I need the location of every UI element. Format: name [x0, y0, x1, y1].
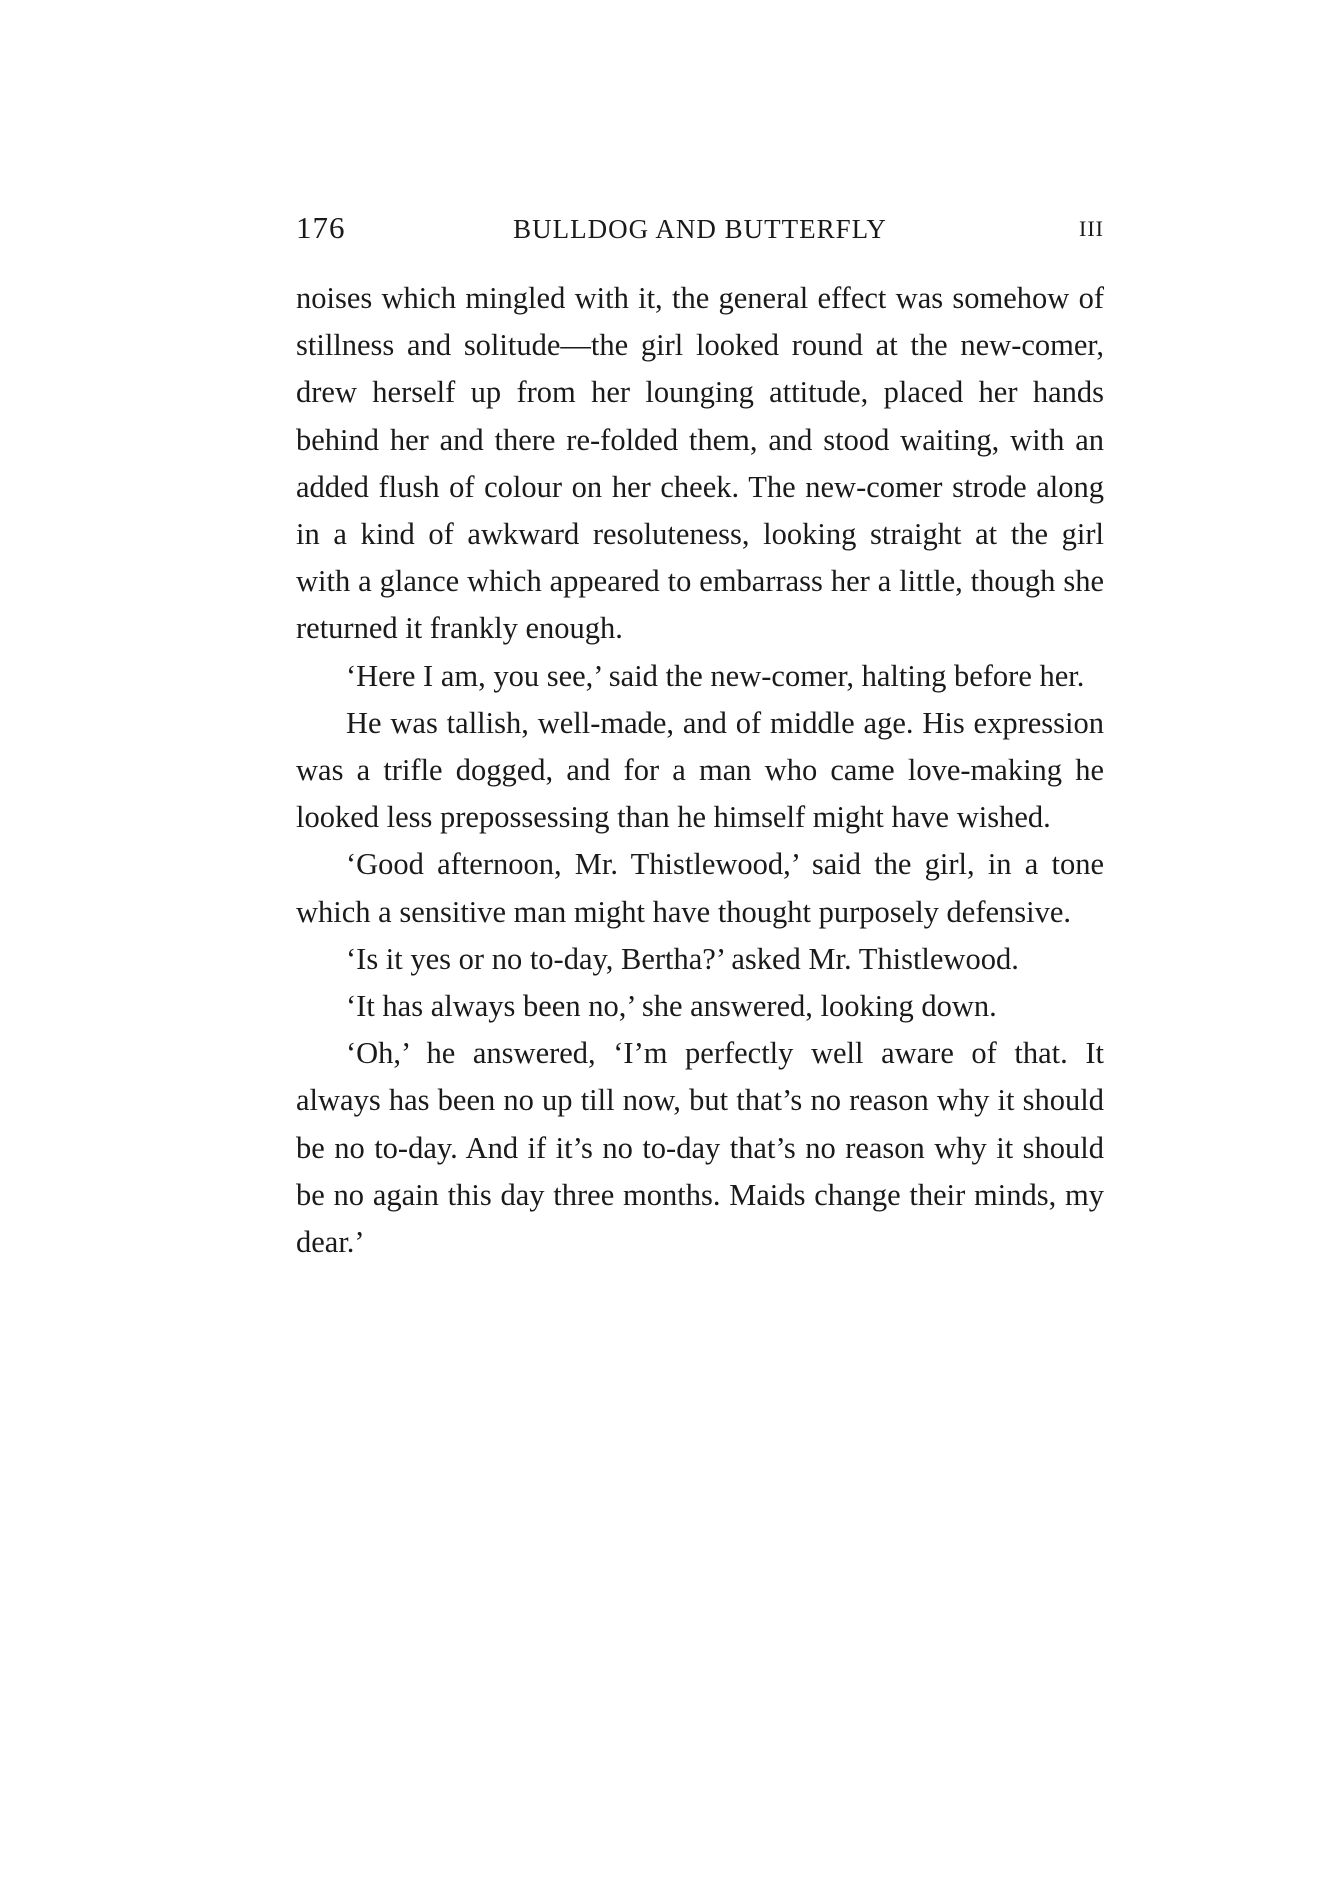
- page-number: 176: [296, 210, 346, 245]
- chapter-signature: III: [1079, 216, 1104, 241]
- paragraph: ‘Is it yes or no to-day, Bertha?’ asked Mr. Thistlewood.: [346, 941, 1019, 976]
- paragraph: ‘Good afternoon, Mr. Thistlewood,’ said the girl, in a tone which a sensitive man might have thought purposely defensive.: [296, 847, 1104, 929]
- paragraph: ‘It has always been no,’ she answered, looking down.: [346, 989, 997, 1024]
- paragraph: He was tallish, well-made, and of middle age. His expression was a trifle dogged, and for a man who came love-making he looked less prepossessing than he himself might have wished.: [296, 705, 1104, 835]
- running-title: BULLDOG AND BUTTERFLY: [513, 214, 887, 244]
- body-text: [296, 275, 1104, 1266]
- paragraph: ‘Oh,’ he answered, ‘I’m perfectly well aware of that. It always has been no up till now, but that’s no reason why it should be no to-day. And if it’s no to-day that’s no reason why it should be no again this day three months. Maids change their minds, my dear.’: [296, 1036, 1104, 1260]
- running-head: [296, 210, 1104, 250]
- paragraph: ‘Here I am, you see,’ said the new-comer, halting before her.: [346, 658, 1085, 693]
- paragraph-continued: noises which mingled with it, the general effect was somehow of stillness and solitude—the girl looked round at the new-comer, drew herself up from her lounging attitude, placed her hands behind her and there re-folded them, and stood waiting, with an added flush of colour on her cheek. The new-comer strode along in a kind of awkward resoluteness, looking straight at the girl with a glance which appeared to embarrass her a little, though she returned it frankly enough.: [296, 281, 1104, 646]
